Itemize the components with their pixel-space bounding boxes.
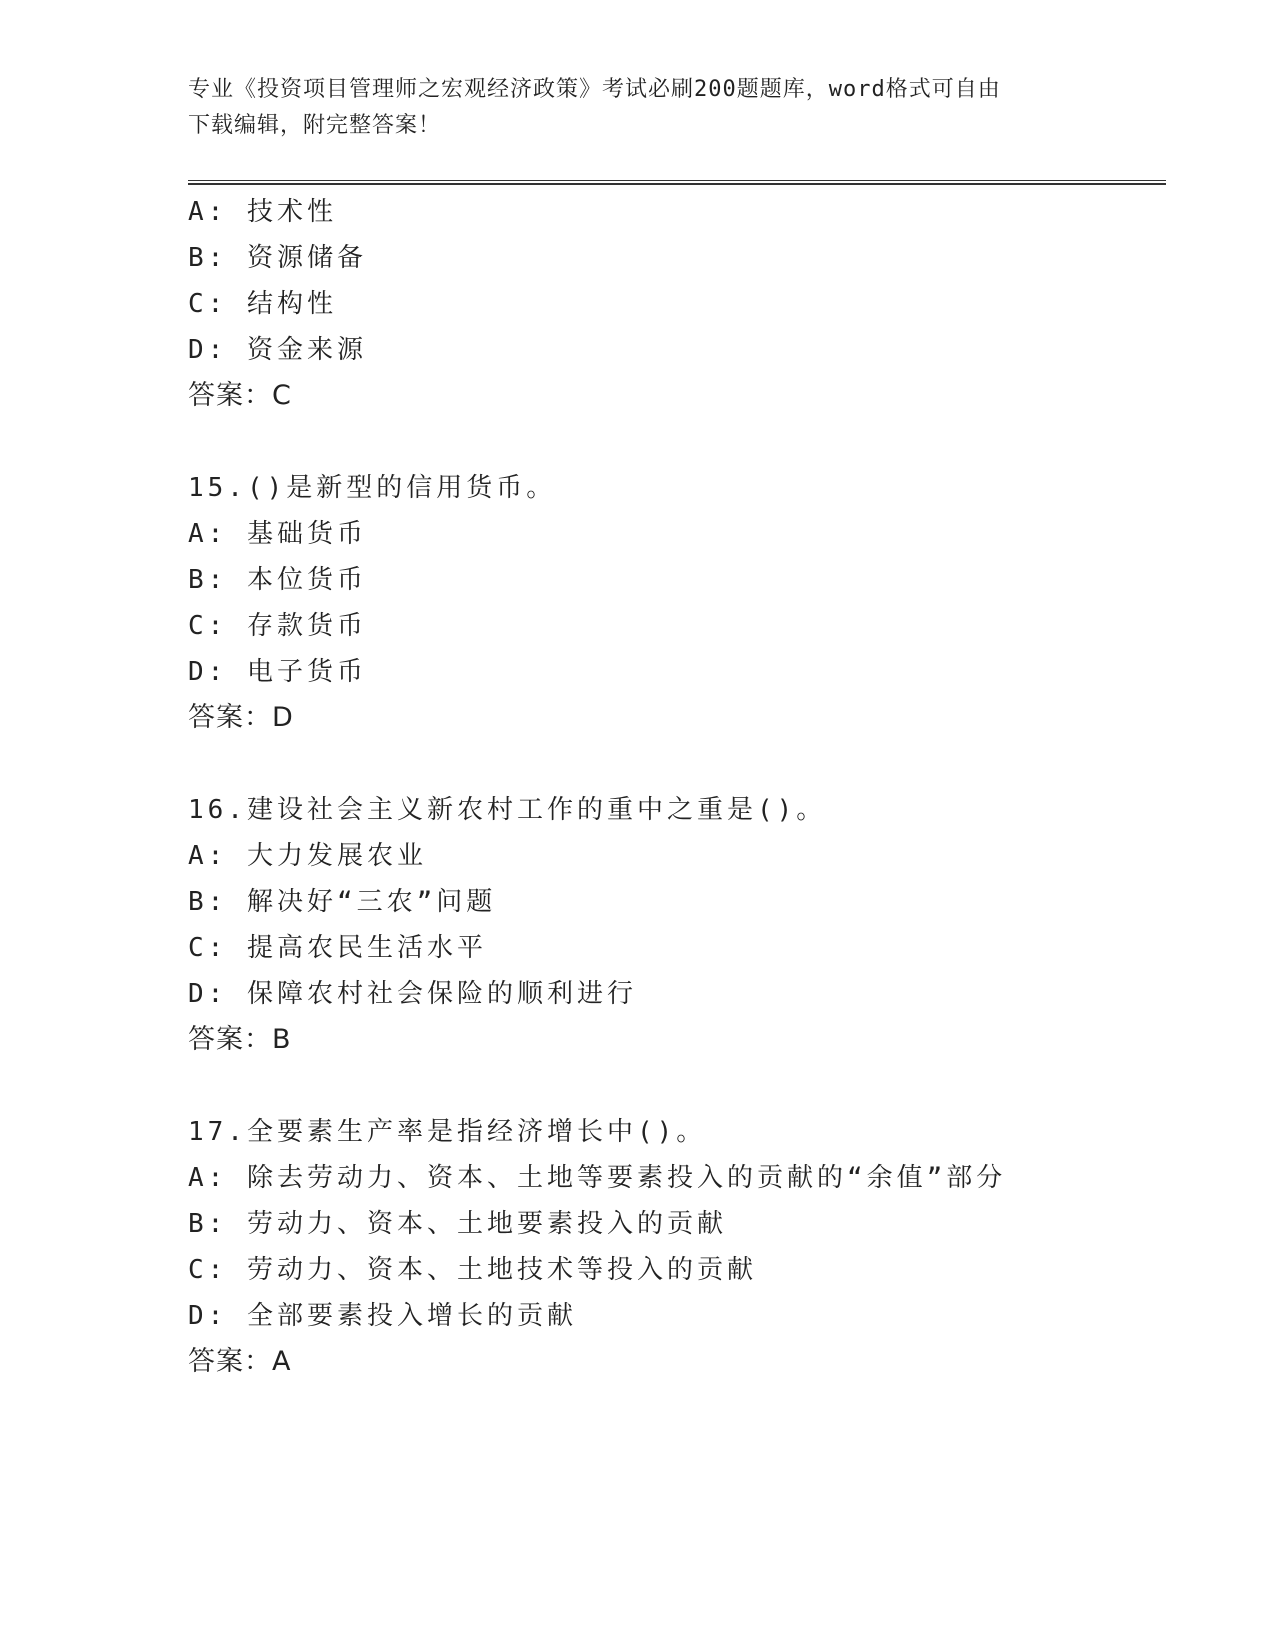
option-a: A: 基础货币: [188, 519, 367, 549]
question-17: [188, 1109, 1168, 1385]
option-d: D: 电子货币: [188, 657, 367, 687]
question-list: [188, 189, 1168, 1385]
option-b: B: 资源储备: [188, 243, 367, 273]
option-c: C: 存款货币: [188, 611, 367, 641]
option-a: A: 大力发展农业: [188, 841, 427, 871]
spacer: [188, 1063, 1168, 1109]
document-header: [188, 72, 1088, 144]
option-a: A: 技术性: [188, 197, 337, 227]
option-d: D: 资金来源: [188, 335, 367, 365]
option-b: B: 解决好“三农”问题: [188, 887, 497, 917]
option-d: D: 保障农村社会保险的顺利进行: [188, 979, 637, 1009]
header-divider-thick: [188, 183, 1166, 185]
header-line-2: 下载编辑，附完整答案！: [188, 113, 442, 138]
header-divider-thin: [188, 180, 1166, 181]
spacer: [188, 419, 1168, 465]
option-c: C: 结构性: [188, 289, 337, 319]
option-a: A: 除去劳动力、资本、土地等要素投入的贡献的“余值”部分: [188, 1163, 1007, 1193]
question-16: [188, 787, 1168, 1063]
option-b: B: 本位货币: [188, 565, 367, 595]
header-line-1: 专业《投资项目管理师之宏观经济政策》考试必刷200题题库，word格式可自由: [188, 77, 1001, 102]
answer-line: 答案：C: [188, 380, 292, 411]
question-15: [188, 465, 1168, 741]
option-b: B: 劳动力、资本、土地要素投入的贡献: [188, 1209, 727, 1239]
option-c: C: 劳动力、资本、土地技术等投入的贡献: [188, 1255, 757, 1285]
option-c: C: 提高农民生活水平: [188, 933, 487, 963]
question-stem: 17.全要素生产率是指经济增长中()。: [188, 1117, 707, 1147]
question-14: [188, 189, 1168, 419]
answer-line: 答案：A: [188, 1346, 292, 1377]
answer-line: 答案：D: [188, 702, 294, 733]
question-stem: 16.建设社会主义新农村工作的重中之重是()。: [188, 795, 827, 825]
option-d: D: 全部要素投入增长的贡献: [188, 1301, 577, 1331]
question-stem: 15.()是新型的信用货币。: [188, 473, 557, 503]
answer-line: 答案：B: [188, 1024, 292, 1055]
spacer: [188, 741, 1168, 787]
